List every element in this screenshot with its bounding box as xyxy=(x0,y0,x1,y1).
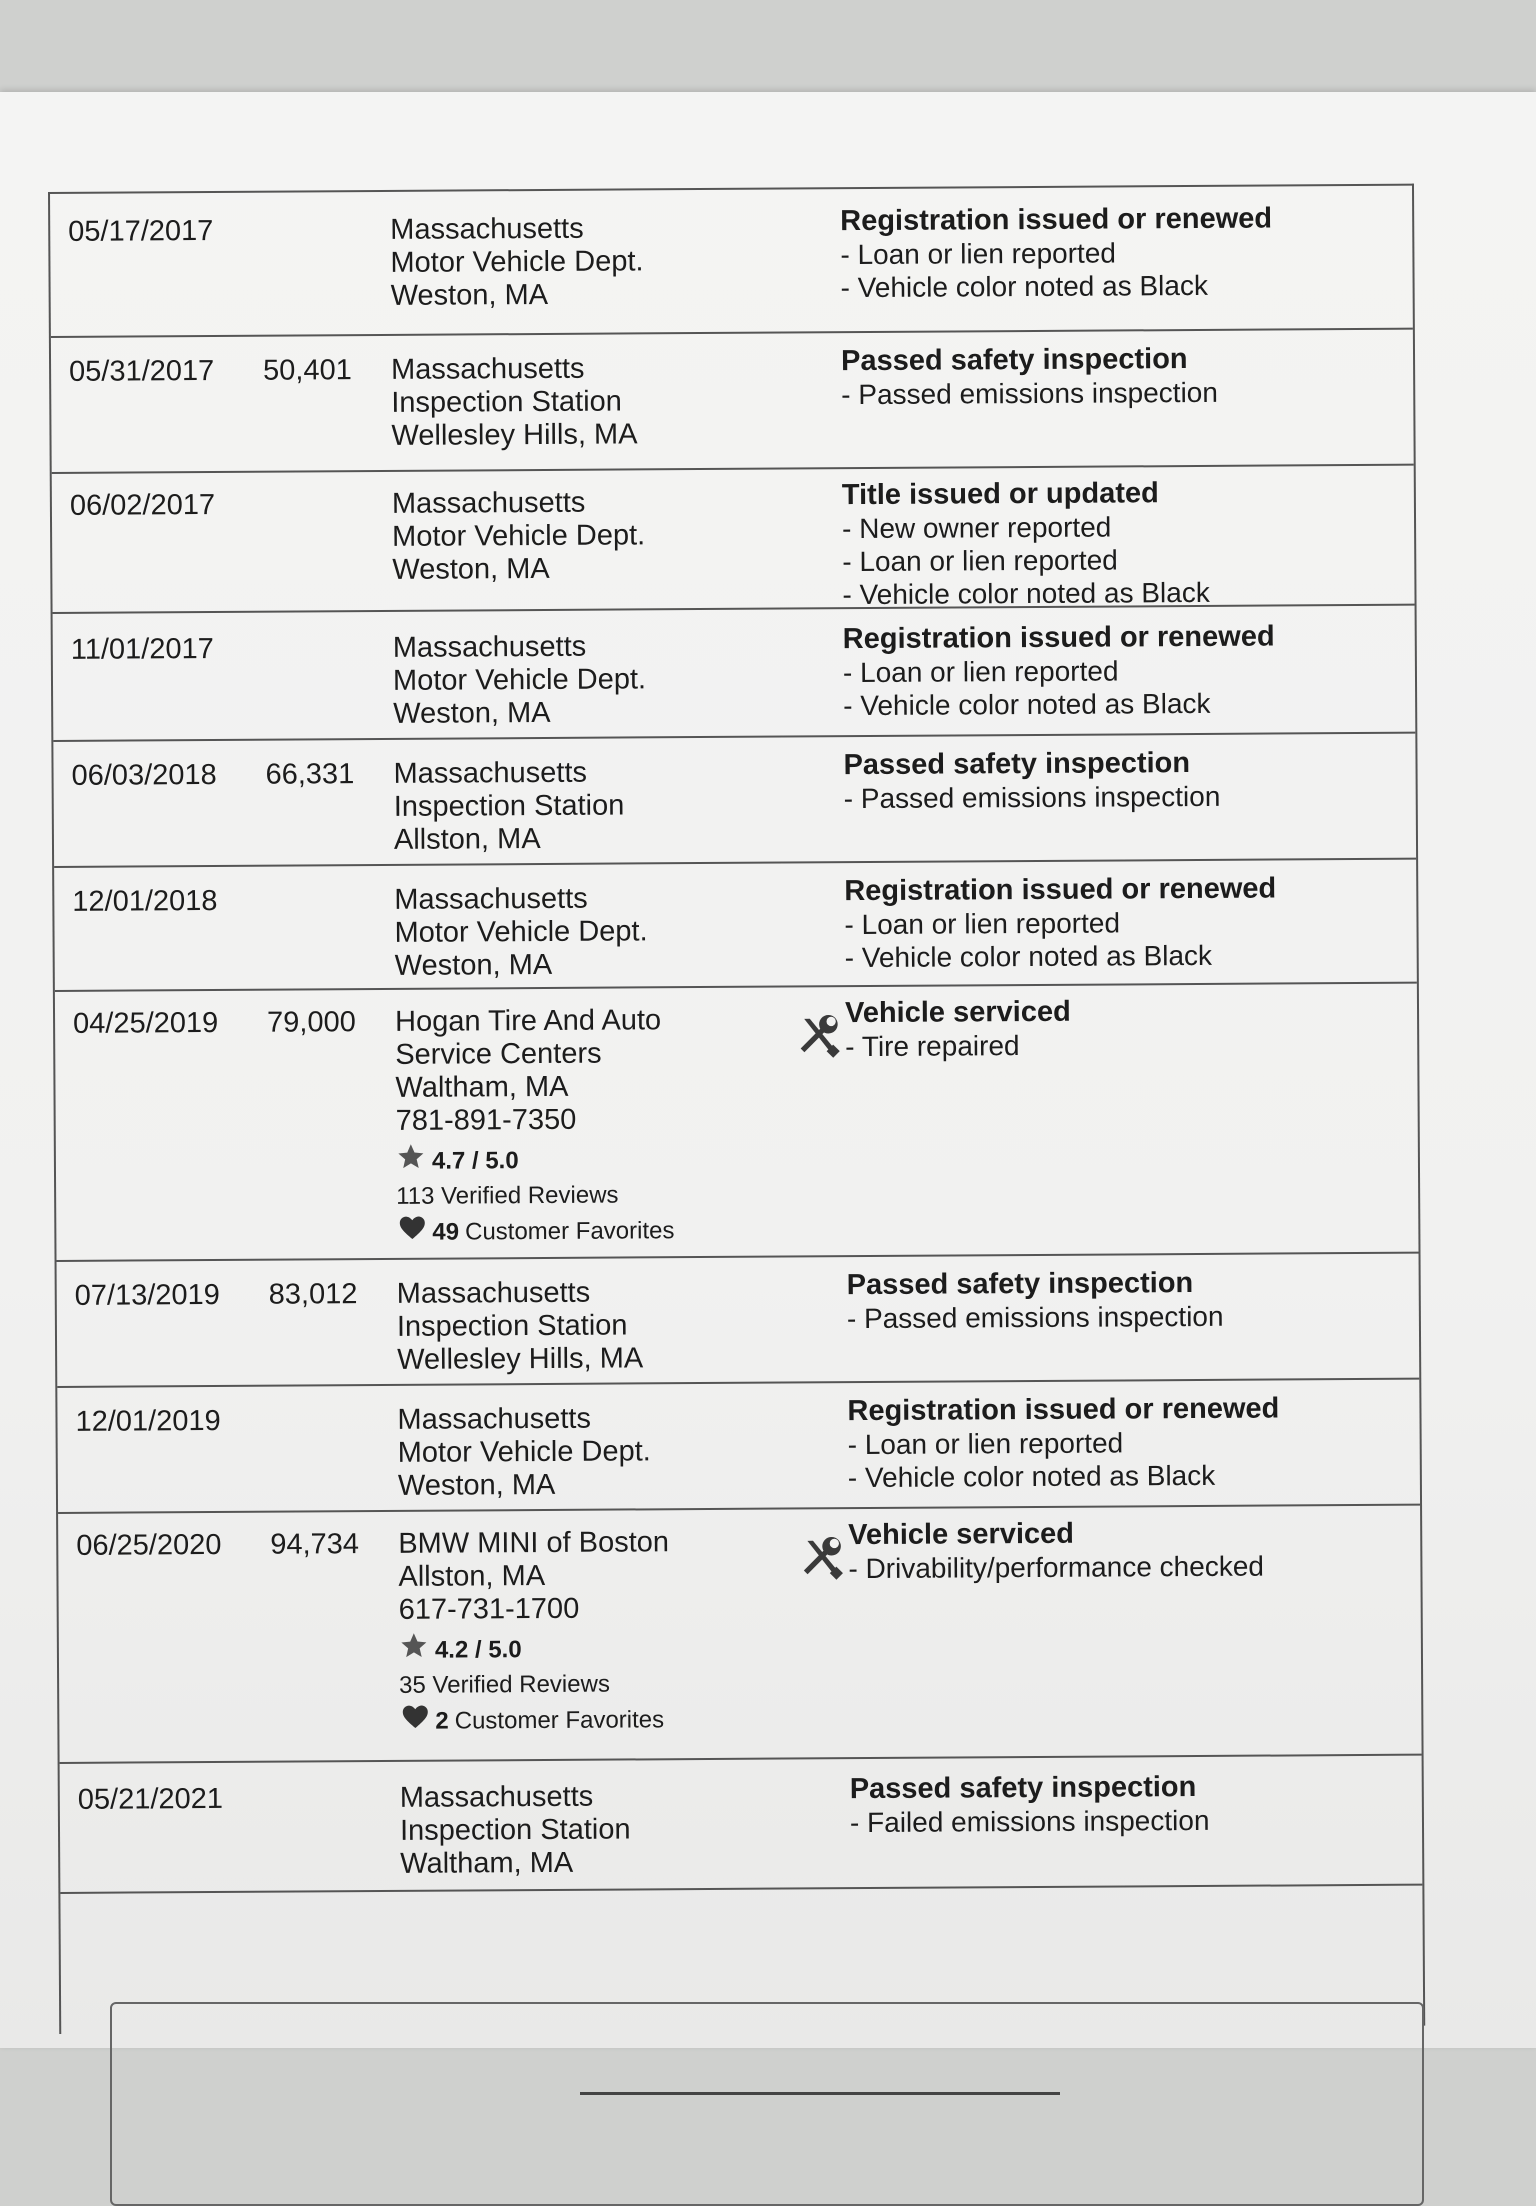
record-mileage: 94,734 xyxy=(270,1528,360,1561)
source-line: 617-731-1700 xyxy=(398,1592,580,1626)
record-source xyxy=(394,882,648,983)
record-comments xyxy=(840,203,1272,305)
heart-icon xyxy=(399,1702,431,1741)
record-source xyxy=(393,630,647,731)
history-row xyxy=(52,464,1415,614)
source-line: Inspection Station xyxy=(396,1309,628,1343)
source-line: Wellesley Hills, MA xyxy=(397,1342,644,1376)
source-line: Waltham, MA xyxy=(400,1846,574,1880)
divider-line xyxy=(580,2092,1060,2095)
source-line: Massachusetts xyxy=(399,1780,594,1814)
source-line: Weston, MA xyxy=(392,552,550,586)
record-source xyxy=(390,212,644,313)
comment-item: - Loan or lien reported xyxy=(844,906,1276,942)
favorites-label: Customer Favorites xyxy=(464,1216,675,1245)
source-line: Motor Vehicle Dept. xyxy=(392,663,647,697)
record-date: 05/31/2017 xyxy=(69,354,215,388)
comment-headline: Passed safety inspection xyxy=(846,1267,1194,1302)
comment-headline: Registration issued or renewed xyxy=(847,1392,1280,1428)
record-comments xyxy=(847,1393,1279,1495)
comment-headline: Registration issued or renewed xyxy=(844,872,1277,908)
next-section-box xyxy=(110,2002,1424,2206)
record-source xyxy=(395,1004,675,1252)
record-date: 06/25/2020 xyxy=(76,1528,222,1562)
source-line: Massachusetts xyxy=(392,630,587,664)
record-comments xyxy=(848,1517,1264,1586)
record-date: 12/01/2019 xyxy=(75,1404,221,1438)
history-row xyxy=(54,858,1417,992)
source-line: Motor Vehicle Dept. xyxy=(392,519,646,553)
source-line: Wellesley Hills, MA xyxy=(391,418,638,452)
comment-item: - Loan or lien reported xyxy=(842,543,1210,578)
customer-favorites xyxy=(396,1211,674,1252)
verified-reviews[interactable]: 35 Verified Reviews xyxy=(399,1670,610,1699)
history-row xyxy=(57,1378,1420,1514)
record-date: 06/03/2018 xyxy=(71,758,217,792)
source-line: Weston, MA xyxy=(390,278,549,312)
favorites-count: 2 xyxy=(435,1707,449,1735)
comment-item: - Drivability/performance checked xyxy=(848,1550,1264,1586)
source-line: Massachusetts xyxy=(390,212,584,246)
comment-item: - Vehicle color noted as Black xyxy=(843,687,1275,723)
comment-item: - Passed emissions inspection xyxy=(847,1300,1224,1335)
history-row xyxy=(50,186,1413,338)
record-source xyxy=(397,1402,651,1503)
source-line: Allston, MA xyxy=(393,823,541,856)
history-row xyxy=(58,1504,1422,1764)
record-mileage: 79,000 xyxy=(266,1006,356,1039)
source-line: Service Centers xyxy=(395,1037,602,1071)
comment-item: - Failed emissions inspection xyxy=(850,1804,1210,1839)
source-line: Inspection Station xyxy=(393,789,625,823)
history-row xyxy=(53,732,1416,868)
record-date: 07/13/2019 xyxy=(74,1278,220,1312)
record-comments xyxy=(841,343,1218,411)
record-comments xyxy=(842,477,1210,611)
paper-sheet xyxy=(0,92,1536,2048)
history-table xyxy=(48,184,1425,2034)
comment-item: - Vehicle color noted as Black xyxy=(845,939,1277,975)
comment-headline: Vehicle serviced xyxy=(848,1517,1075,1552)
record-date: 12/01/2018 xyxy=(72,884,218,918)
source-line: Weston, MA xyxy=(393,696,551,730)
record-comments xyxy=(850,1771,1210,1839)
favorites-label: Customer Favorites xyxy=(454,1705,665,1735)
comment-headline: Title issued or updated xyxy=(841,477,1159,512)
comment-headline: Vehicle serviced xyxy=(844,995,1071,1030)
source-line: BMW MINI of Boston xyxy=(398,1526,670,1560)
record-source xyxy=(397,1276,644,1377)
comment-item: - New owner reported xyxy=(842,510,1210,545)
rating-score: 4.2 / 5.0 xyxy=(434,1635,522,1664)
comment-item: - Loan or lien reported xyxy=(848,1426,1280,1462)
source-line: Massachusetts xyxy=(390,352,585,386)
tools-icon xyxy=(796,1533,852,1589)
comment-item: - Loan or lien reported xyxy=(843,654,1275,690)
star-icon xyxy=(399,1631,429,1670)
record-date: 05/21/2021 xyxy=(77,1782,224,1816)
rating-score: 4.7 / 5.0 xyxy=(431,1146,519,1175)
record-date: 06/02/2017 xyxy=(69,488,216,522)
comment-item: - Vehicle color noted as Black xyxy=(848,1459,1280,1495)
history-rows xyxy=(50,186,1412,1880)
comment-headline: Passed safety inspection xyxy=(840,343,1188,378)
source-line: Massachusetts xyxy=(393,756,588,790)
comment-headline: Registration issued or renewed xyxy=(842,620,1275,656)
record-comments xyxy=(843,747,1220,815)
source-line: Weston, MA xyxy=(394,948,553,982)
source-line: Motor Vehicle Dept. xyxy=(397,1435,651,1469)
record-date: 11/01/2017 xyxy=(70,632,214,666)
history-row xyxy=(51,328,1414,474)
rating xyxy=(399,1629,670,1670)
comment-item: - Passed emissions inspection xyxy=(844,780,1221,815)
record-comments xyxy=(847,1267,1224,1335)
source-line: Allston, MA xyxy=(398,1559,546,1593)
source-line: Hogan Tire And Auto xyxy=(394,1004,662,1038)
history-row xyxy=(55,982,1419,1262)
source-line: Inspection Station xyxy=(399,1813,631,1847)
history-row xyxy=(57,1252,1420,1388)
record-source xyxy=(392,486,646,587)
comment-headline: Passed safety inspection xyxy=(849,1771,1197,1806)
comment-item: - Vehicle color noted as Black xyxy=(842,576,1210,611)
record-mileage: 66,331 xyxy=(265,758,355,791)
history-row xyxy=(53,604,1416,742)
favorites-count: 49 xyxy=(432,1218,460,1246)
source-line: Massachusetts xyxy=(397,1402,592,1436)
history-row xyxy=(60,1754,1423,1894)
source-line: Motor Vehicle Dept. xyxy=(394,915,648,949)
heart-icon xyxy=(396,1213,428,1252)
record-comments xyxy=(843,621,1275,723)
customer-favorites xyxy=(399,1700,670,1741)
comment-headline: Passed safety inspection xyxy=(843,747,1191,782)
record-source xyxy=(391,352,638,453)
verified-reviews[interactable]: 113 Verified Reviews xyxy=(396,1181,619,1210)
record-source xyxy=(398,1526,670,1741)
comment-item: - Passed emissions inspection xyxy=(841,376,1218,411)
source-line: Waltham, MA xyxy=(395,1070,569,1104)
comment-item: - Vehicle color noted as Black xyxy=(840,269,1272,305)
source-line: Motor Vehicle Dept. xyxy=(390,245,644,279)
record-comments xyxy=(844,873,1276,975)
source-line: Massachusetts xyxy=(396,1276,591,1310)
source-line: Weston, MA xyxy=(397,1468,556,1502)
record-source xyxy=(393,756,624,856)
source-line: Inspection Station xyxy=(391,385,622,419)
comment-item: - Loan or lien reported xyxy=(840,236,1272,272)
source-line: Massachusetts xyxy=(391,486,586,520)
comment-headline: Registration issued or renewed xyxy=(840,202,1273,238)
tools-icon xyxy=(793,1011,849,1067)
record-mileage: 50,401 xyxy=(262,354,352,387)
record-date: 05/17/2017 xyxy=(68,214,214,248)
record-date: 04/25/2019 xyxy=(72,1006,219,1040)
comment-item: - Tire repaired xyxy=(845,1029,1071,1063)
record-source xyxy=(400,1780,631,1880)
record-mileage: 83,012 xyxy=(268,1278,358,1311)
source-line: 781-891-7350 xyxy=(395,1103,577,1137)
record-comments xyxy=(845,996,1071,1063)
star-icon xyxy=(396,1142,426,1181)
rating xyxy=(396,1140,674,1181)
source-line: Massachusetts xyxy=(394,882,588,916)
